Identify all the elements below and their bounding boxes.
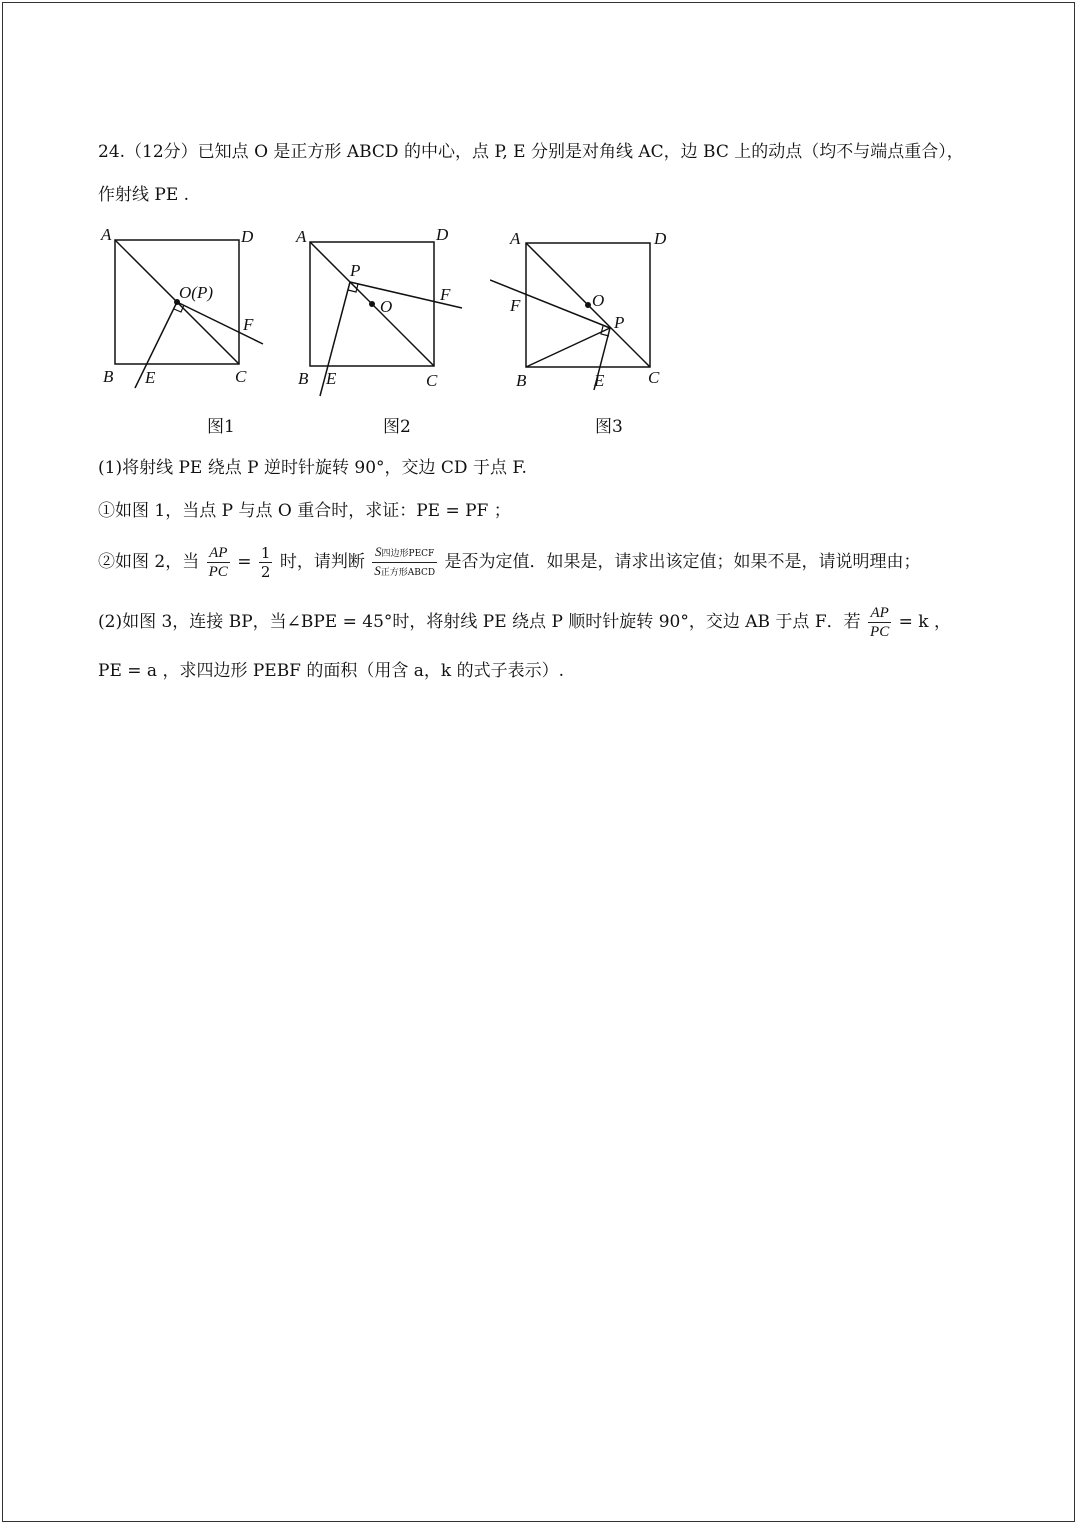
- fraction-ap-pc: [207, 544, 230, 581]
- label-e: E: [326, 369, 337, 388]
- q2-suffix: 是否为定值．如果是，请求出该定值；如果不是，请说明理由；: [444, 552, 921, 572]
- label-p: P: [614, 313, 625, 332]
- subscript-square: 正方形ABCD: [380, 568, 436, 578]
- label-o: O: [592, 291, 605, 310]
- label-b: B: [298, 369, 309, 388]
- fraction-numerator: [372, 544, 437, 563]
- q2-mid: 时，请判断: [279, 552, 365, 572]
- label-e: E: [594, 371, 605, 390]
- label-b: B: [103, 367, 114, 386]
- figure-3: [490, 220, 710, 400]
- symbol-s: S: [375, 544, 382, 559]
- point-o: [585, 302, 591, 308]
- equals-sign: =: [237, 552, 252, 572]
- part1-question-1: ①如图 1，当点 P 与点 O 重合时，求证：PE = PF ；: [98, 501, 511, 521]
- label-e: E: [145, 368, 156, 387]
- subscript-quadrilateral: 四边形PECF: [381, 549, 435, 559]
- label-c: C: [426, 371, 438, 390]
- figure-1-caption: 图1: [207, 417, 235, 437]
- figure-1: [95, 220, 315, 400]
- figure-3-caption: 图3: [595, 417, 623, 437]
- label-b: B: [516, 371, 527, 390]
- part2-after-frac: = k ，: [898, 612, 951, 632]
- part1-question-2: [98, 538, 921, 586]
- label-c: C: [648, 368, 660, 387]
- part2-line-1: [98, 598, 951, 646]
- label-a: A: [510, 229, 521, 248]
- label-f: F: [510, 296, 521, 315]
- fraction-one-half: [259, 544, 273, 581]
- label-a: A: [296, 227, 307, 246]
- problem-line-2: 作射线 PE .: [98, 185, 190, 205]
- problem-line-1: 24.（12分）已知点 O 是正方形 ABCD 的中心，点 P, E 分别是对角线 AC，边 BC 上的动点（均不与端点重合），: [98, 142, 964, 162]
- part1-intro: (1)将射线 PE 绕点 P 逆时针旋转 90°，交边 CD 于点 F.: [98, 458, 527, 478]
- point-o: [369, 301, 375, 307]
- figure-2-caption: 图2: [383, 417, 411, 437]
- fraction-numerator: 1: [260, 544, 271, 562]
- label-f: F: [440, 285, 451, 304]
- symbol-s: S: [374, 563, 381, 578]
- fraction-denominator: PC: [208, 564, 228, 580]
- label-d: D: [241, 227, 254, 246]
- segment-bp: [526, 328, 610, 367]
- label-p: P: [350, 261, 361, 280]
- q2-prefix: ②如图 2，当: [98, 552, 200, 572]
- fraction-area-ratio: [372, 544, 437, 581]
- figure-2: [290, 220, 510, 400]
- fraction-ap-pc-k: [868, 604, 891, 641]
- fraction-denominator: 2: [260, 563, 271, 581]
- fraction-numerator: AP: [207, 544, 230, 563]
- label-a: A: [101, 225, 112, 244]
- fraction-numerator: AP: [868, 604, 891, 623]
- fraction-denominator: PC: [870, 624, 890, 640]
- label-d: D: [654, 229, 667, 248]
- label-c: C: [235, 367, 247, 386]
- part2-prefix: (2)如图 3，连接 BP，当∠BPE = 45°时，将射线 PE 绕点 P 顺时针旋转 90°，交边 AB 于点 F．若: [98, 612, 861, 632]
- part2-line-2: PE = a ，求四边形 PEBF 的面积（用含 a，k 的式子表示）.: [98, 661, 565, 681]
- fraction-denominator: [372, 563, 437, 581]
- label-f: F: [243, 315, 254, 334]
- label-o: O: [380, 297, 393, 316]
- label-d: D: [436, 225, 449, 244]
- ray-pe: [135, 302, 177, 388]
- label-o-p: O(P): [179, 283, 213, 302]
